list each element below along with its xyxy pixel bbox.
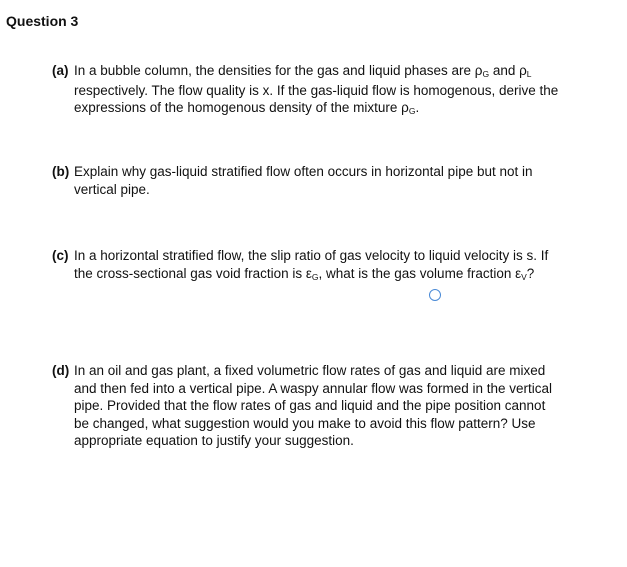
part-a	[52, 62, 612, 119]
part-a-line-1-text: In a bubble column, the densities for the gas and liquid phases are ρ	[74, 63, 483, 78]
rho-l-subscript: L	[526, 69, 532, 79]
part-c	[52, 247, 612, 284]
part-c-line-2-end: ?	[526, 265, 535, 281]
part-c-line-2	[74, 265, 612, 285]
epsilon-g-subscript: G	[311, 271, 319, 282]
part-d-label: (d)	[52, 363, 70, 378]
part-b-line-2: vertical pipe.	[74, 181, 150, 197]
question-title: Question 3	[6, 13, 79, 29]
part-a-line-2: respectively. The flow quality is x. If the gas-liquid flow is homogenous, derive the	[74, 82, 559, 98]
radio-button-icon[interactable]	[429, 289, 441, 301]
part-a-line-1-mid: and ρ	[489, 63, 527, 78]
rho-mixture-subscript: G	[408, 106, 416, 116]
part-a-line-3-end: .	[415, 100, 420, 115]
part-d-line-2: and then fed into a vertical pipe. A waspy annular flow was formed in the vertical	[74, 380, 553, 396]
part-d-line-1: In an oil and gas plant, a fixed volumetric flow rates of gas and liquid are mixed	[74, 363, 546, 378]
part-b-line-1: Explain why gas-liquid stratified flow often occurs in horizontal pipe but not in	[74, 164, 533, 179]
part-a-label: (a)	[52, 63, 69, 78]
part-b-text	[74, 163, 612, 198]
part-a-line-3-text: expressions of the homogenous density of the mixture ρ	[74, 100, 409, 115]
part-a-line-3	[74, 99, 612, 119]
part-d-line-3: pipe. Provided that the flow rates of gas and liquid and the pipe position cannot	[74, 398, 546, 413]
part-c-line-2-text: the cross-sectional gas void fraction is ε	[74, 265, 312, 281]
part-c-line-1: In a horizontal stratified flow, the slip ratio of gas velocity to liquid velocity is s. If	[74, 248, 549, 263]
part-d	[52, 362, 612, 450]
part-a-line-1	[74, 62, 612, 82]
part-c-text	[74, 247, 612, 284]
part-d-text	[74, 362, 612, 450]
part-c-label: (c)	[52, 248, 69, 263]
part-c-line-2-mid: , what is the gas volume fraction ε	[318, 265, 522, 281]
part-d-line-5: appropriate equation to justify your suggestion.	[74, 433, 354, 448]
part-a-text	[74, 62, 612, 119]
part-b	[52, 163, 612, 198]
part-b-label: (b)	[52, 164, 70, 179]
rho-g-subscript: G	[482, 69, 490, 79]
epsilon-v-subscript: V	[521, 271, 527, 282]
part-d-line-4: be changed, what suggestion would you make to avoid this flow pattern? Use	[74, 415, 536, 431]
